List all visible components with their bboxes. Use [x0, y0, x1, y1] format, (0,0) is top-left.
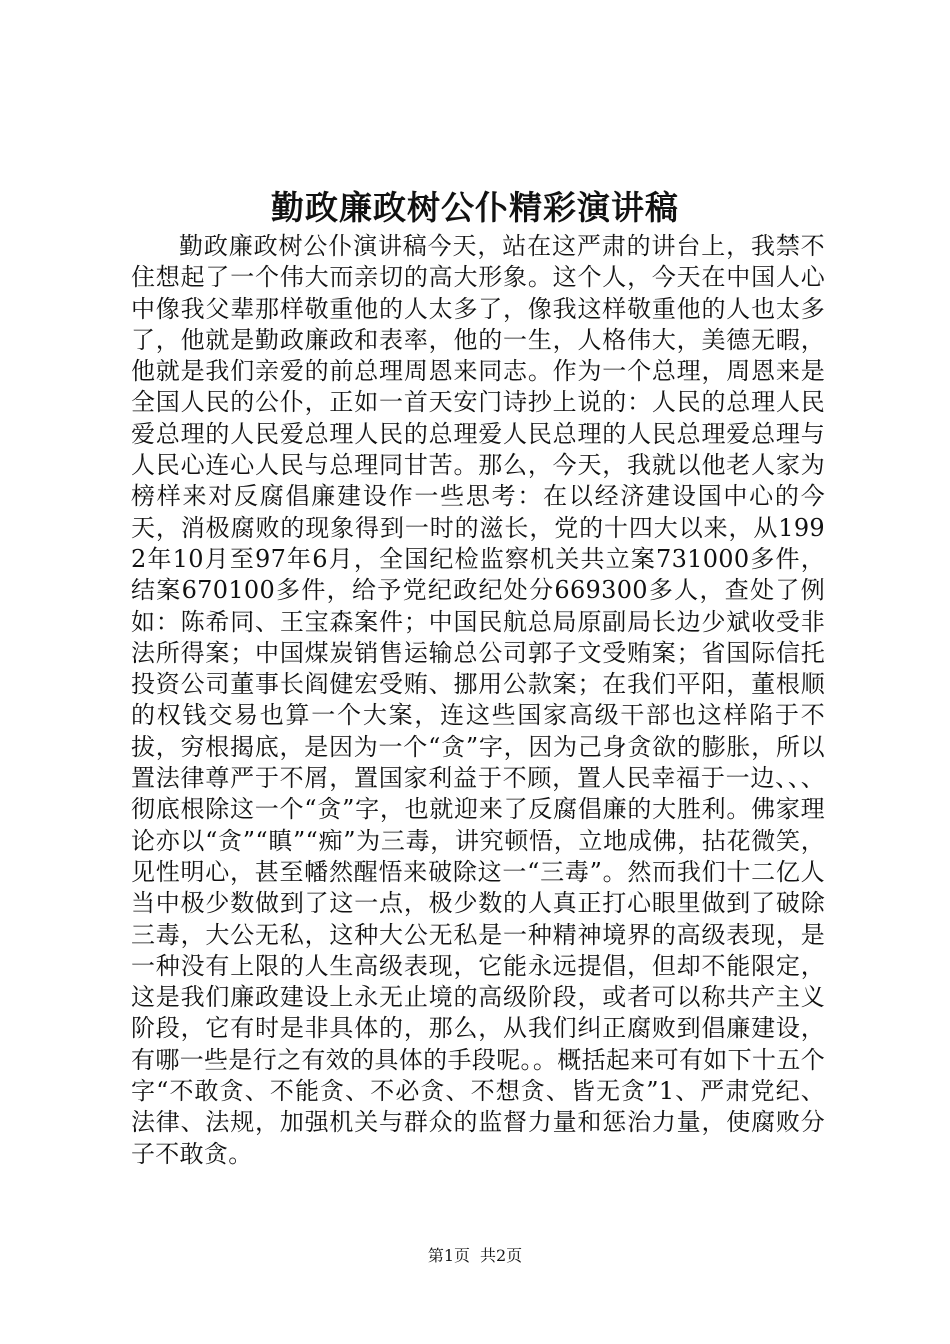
- page-number-total: 共2页: [480, 1246, 523, 1265]
- document-title: 勤政廉政树公仆精彩演讲稿: [271, 188, 679, 227]
- page-number-current: 第1页: [427, 1246, 470, 1265]
- page-footer: [0, 1244, 950, 1268]
- document-body-paragraph: 勤政廉政树公仆演讲稿今天，站在这严肃的讲台上，我禁不住想起了一个伟大而亲切的高大形象。这个人，今天在中国人心中像我父辈那样敬重他的人太多了，像我这样敬重他的人也太多了，他就是勤政廉政和表率，他的一生，人格伟大，美德无暇，他就是我们亲爱的前总理周恩来同志。作为一个总理，周恩来是全国人民的公仆，正如一首天安门诗抄上说的：人民的总理人民爱总理的人民爱总理人民的总理爱人民总理的人民总理爱总理与人民心连心人民与总理同甘苦。那么，今天，我就以他老人家为榜样来对反腐倡廉建设作一些思考：在以经济建设国中心的今天，消极腐败的现象得到一时的滋长，党的十四大以来，从1992年10月至97年6月，全国纪检监察机关共立案731000多件，结案670100多件，给予党纪政纪处分669300多人，查处了例如：陈希同、王宝森案件；中国民航总局原副局长边少斌收受非法所得案；中国煤炭销售运输总公司郭子文受贿案；省国际信托投资公司董事长阎健宏受贿、挪用公款案；在我们平阳，董根顺的权钱交易也算一个大案，连这些国家高级干部也这样陷于不拔，穷根揭底，是因为一个“贪”字，因为己身贪欲的膨胀，所以置法律尊严于不屑，置国家利益于不顾，置人民幸福于一边、、、彻底根除这一个“贪”字，也就迎来了反腐倡廉的大胜利。佛家理论亦以“贪”“瞋”“痴”为三毒，讲究顿悟，立地成佛，拈花微笑，见性明心，甚至幡然醒悟来破除这一“三毒”。然而我们十二亿人当中极少数做到了这一点，极少数的人真正打心眼里做到了破除三毒，大公无私，这种大公无私是一种精神境界的高级表现，是一种没有上限的人生高级表现，它能永远提倡，但却不能限定，这是我们廉政建设上永无止境的高级阶段，或者可以称共产主义阶段，它有时是非具体的，那么，从我们纠正腐败到倡廉建设，有哪一些是行之有效的具体的手段呢。。概括起来可有如下十五个字“不敢贪、不能贪、不必贪、不想贪、皆无贪”1、严肃党纪、法律、法规，加强机关与群众的监督力量和惩治力量，使腐败分子不敢贪。: [131, 232, 825, 1168]
